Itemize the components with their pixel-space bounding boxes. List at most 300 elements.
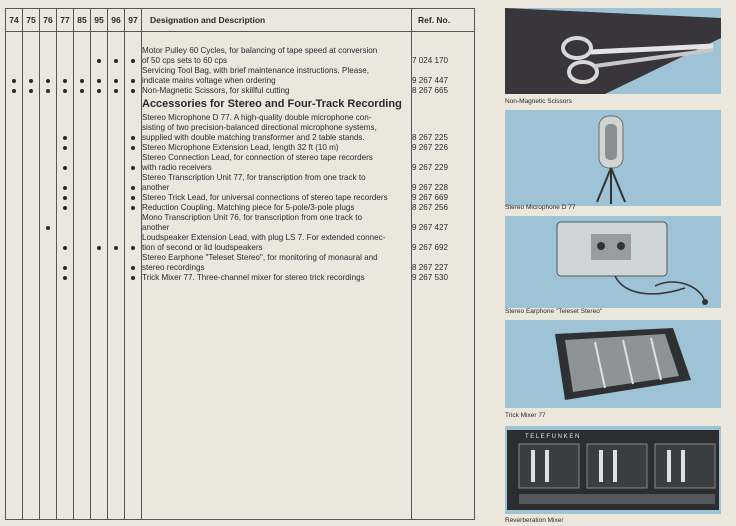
spacer	[6, 233, 22, 243]
spacer	[23, 153, 39, 163]
table-body-row	[6, 32, 475, 520]
dot-slot	[6, 193, 22, 203]
description-line: Reduction Coupling. Matching piece for 5-pole/3-pole plugs	[142, 203, 355, 212]
spacer	[91, 123, 107, 133]
spacer	[74, 32, 90, 46]
availability-dot	[63, 79, 67, 83]
description-line: Stereo Microphone D 77. A high-quality double microphone con-	[142, 113, 372, 122]
scissors-illustration	[505, 8, 721, 94]
availability-dot	[80, 79, 84, 83]
dot-slot	[6, 76, 22, 86]
spacer	[23, 213, 39, 223]
spacer	[108, 96, 124, 113]
dot-slot	[125, 56, 141, 66]
ref-number: 9 267 226	[412, 143, 449, 152]
ref-number: 7 024 170	[412, 56, 449, 65]
ref-number: 9 267 692	[412, 243, 449, 252]
dot-slot	[57, 56, 73, 66]
spacer	[6, 46, 22, 56]
dot-slot	[40, 273, 56, 283]
ref-number: 8 267 225	[412, 133, 449, 142]
section-heading: Accessories for Stereo and Four-Track Recording	[142, 98, 402, 110]
dot-slot	[91, 193, 107, 203]
dot-slot	[108, 76, 124, 86]
spacer	[57, 66, 73, 76]
ref-number: 9 267 228	[412, 183, 449, 192]
availability-dot	[131, 146, 135, 150]
availability-dot	[131, 246, 135, 250]
dot-slot	[125, 243, 141, 253]
dot-slot	[57, 263, 73, 273]
dot-slot	[108, 183, 124, 193]
description-line: Stereo Connection Lead, for connection of stereo tape recorders	[142, 153, 373, 162]
dot-slot	[40, 203, 56, 213]
dot-slot	[23, 273, 39, 283]
description-line: Motor Pulley 60 Cycles, for balancing of tape speed at conversion	[142, 46, 378, 55]
dot-slot	[6, 183, 22, 193]
dot-slot	[23, 203, 39, 213]
year-header: 95	[91, 9, 108, 32]
dot-slot	[57, 203, 73, 213]
brand-label: T E L E F U N K E N	[525, 434, 580, 440]
scissors-caption: Non-Magnetic Scissors	[505, 98, 572, 105]
spacer	[6, 66, 22, 76]
dot-slot	[74, 76, 90, 86]
dot-slot	[125, 163, 141, 173]
description-line: Non-Magnetic Scissors, for skillful cutting	[142, 86, 290, 95]
dot-slot	[57, 273, 73, 283]
dot-slot	[91, 76, 107, 86]
dot-slot	[23, 263, 39, 273]
spacer	[125, 96, 141, 113]
dot-slot	[6, 273, 22, 283]
spacer	[91, 113, 107, 123]
description-line: with radio receivers	[142, 163, 212, 172]
microphone-illustration	[505, 110, 721, 206]
dot-slot	[40, 223, 56, 233]
availability-dot	[63, 266, 67, 270]
description-line: tion of second or lid loudspeakers	[142, 243, 263, 252]
spacer	[40, 123, 56, 133]
earphone-illustration	[505, 216, 721, 308]
description-line: indicate mains voltage when ordering	[142, 76, 276, 85]
availability-dot	[131, 266, 135, 270]
spacer	[57, 46, 73, 56]
spacer	[40, 46, 56, 56]
availability-dot	[12, 79, 16, 83]
dot-slot	[108, 143, 124, 153]
spacer	[57, 233, 73, 243]
description-line: Stereo Microphone Extension Lead, length 32 ft (10 m)	[142, 143, 339, 152]
availability-dot	[97, 59, 101, 63]
spacer	[6, 213, 22, 223]
description-line: Trick Mixer 77. Three-channel mixer for stereo trick recordings	[142, 273, 365, 282]
dot-slot	[74, 143, 90, 153]
dot-slot	[57, 183, 73, 193]
dot-column	[57, 32, 74, 520]
availability-dot	[97, 246, 101, 250]
dot-slot	[6, 203, 22, 213]
ref-number: 8 267 256	[412, 203, 449, 212]
dot-slot	[57, 243, 73, 253]
dot-column	[74, 32, 91, 520]
availability-dot	[63, 276, 67, 280]
designation-header: Designation and Description	[142, 9, 412, 32]
spacer	[6, 32, 22, 46]
dot-slot	[91, 223, 107, 233]
spacer	[412, 66, 474, 76]
spacer	[57, 153, 73, 163]
dot-column	[6, 32, 23, 520]
availability-dot	[131, 186, 135, 190]
dot-slot	[125, 76, 141, 86]
dot-slot	[91, 133, 107, 143]
spacer	[108, 123, 124, 133]
dot-slot	[23, 193, 39, 203]
spacer	[125, 153, 141, 163]
dot-column	[23, 32, 40, 520]
spacer	[57, 123, 73, 133]
availability-dot	[114, 89, 118, 93]
dot-slot	[74, 203, 90, 213]
dot-slot	[74, 86, 90, 96]
availability-dot	[97, 89, 101, 93]
dot-slot	[125, 86, 141, 96]
spacer	[412, 213, 474, 223]
availability-dot	[80, 89, 84, 93]
spacer	[142, 32, 411, 46]
dot-slot	[108, 56, 124, 66]
year-header: 77	[57, 9, 74, 32]
dot-slot	[74, 133, 90, 143]
spacer	[412, 173, 474, 183]
dot-slot	[23, 76, 39, 86]
trick-mixer-photo	[505, 320, 721, 408]
dot-slot	[23, 243, 39, 253]
spacer	[23, 32, 39, 46]
spacer	[6, 153, 22, 163]
dot-slot	[91, 143, 107, 153]
spacer	[91, 173, 107, 183]
earphone-caption: Stereo Earphone "Teleset Stereo"	[505, 308, 603, 315]
availability-dot	[46, 79, 50, 83]
spacer	[6, 253, 22, 263]
scissors-photo	[505, 8, 721, 94]
spacer	[57, 32, 73, 46]
spacer	[74, 233, 90, 243]
spacer	[40, 113, 56, 123]
availability-dot	[63, 136, 67, 140]
spacer	[6, 113, 22, 123]
spacer	[125, 213, 141, 223]
spacer	[108, 253, 124, 263]
description-line: Mono Transcription Unit 76, for transcription from one track to	[142, 213, 362, 222]
spacer	[6, 173, 22, 183]
spacer	[91, 153, 107, 163]
availability-dot	[131, 166, 135, 170]
dot-slot	[57, 76, 73, 86]
dot-slot	[40, 163, 56, 173]
spacer	[23, 173, 39, 183]
reverb-mixer-photo	[505, 426, 721, 514]
description-line: Servicing Tool Bag, with brief maintenance instructions. Please,	[142, 66, 370, 75]
dot-slot	[91, 273, 107, 283]
spacer	[108, 32, 124, 46]
dot-slot	[125, 133, 141, 143]
description-line: stereo recordings	[142, 263, 205, 272]
spacer	[91, 66, 107, 76]
availability-dot	[114, 79, 118, 83]
table-header-row	[6, 9, 475, 32]
dot-slot	[23, 223, 39, 233]
spacer	[40, 153, 56, 163]
spacer	[91, 96, 107, 113]
spacer	[6, 123, 22, 133]
dot-slot	[74, 243, 90, 253]
spacer	[23, 96, 39, 113]
spacer	[40, 173, 56, 183]
availability-dot	[46, 89, 50, 93]
availability-dot	[114, 59, 118, 63]
spacer	[6, 96, 22, 113]
spacer	[412, 32, 474, 46]
dot-slot	[6, 56, 22, 66]
spacer	[40, 32, 56, 46]
availability-dot	[131, 206, 135, 210]
dot-slot	[74, 56, 90, 66]
spacer	[125, 66, 141, 76]
availability-dot	[97, 79, 101, 83]
dot-slot	[23, 86, 39, 96]
spacer	[412, 233, 474, 243]
dot-slot	[40, 263, 56, 273]
description-line: another	[142, 223, 170, 232]
dot-slot	[40, 56, 56, 66]
dot-slot	[91, 243, 107, 253]
dot-slot	[125, 143, 141, 153]
earphone-photo	[505, 216, 721, 308]
description-line: Stereo Transcription Unit 77, for transcription from one track to	[142, 173, 366, 182]
availability-dot	[131, 276, 135, 280]
dot-column	[40, 32, 57, 520]
dot-slot	[40, 183, 56, 193]
spacer	[412, 253, 474, 263]
availability-dot	[63, 196, 67, 200]
dot-slot	[57, 86, 73, 96]
spacer	[108, 173, 124, 183]
availability-dot	[131, 59, 135, 63]
availability-dot	[63, 246, 67, 250]
availability-dot	[131, 136, 135, 140]
dot-slot	[125, 223, 141, 233]
spacer	[108, 233, 124, 243]
year-header: 74	[6, 9, 23, 32]
spacer	[125, 233, 141, 243]
spacer	[23, 66, 39, 76]
microphone-caption: Stereo Microphone D 77	[505, 204, 576, 211]
availability-dot	[46, 226, 50, 230]
dot-slot	[23, 143, 39, 153]
dot-slot	[6, 143, 22, 153]
dot-slot	[6, 163, 22, 173]
description-line: Loudspeaker Extension Lead, with plug LS 7. For extended connec-	[142, 233, 386, 242]
dot-slot	[108, 86, 124, 96]
availability-dot	[131, 196, 135, 200]
spacer	[125, 123, 141, 133]
spacer	[23, 113, 39, 123]
dot-slot	[57, 143, 73, 153]
dot-slot	[108, 223, 124, 233]
dot-slot	[40, 243, 56, 253]
ref-number: 9 267 669	[412, 193, 449, 202]
reverb-mixer-illustration	[505, 426, 721, 514]
spacer	[125, 32, 141, 46]
spacer	[125, 113, 141, 123]
spacer	[57, 173, 73, 183]
dot-slot	[57, 223, 73, 233]
ref-number: 9 267 447	[412, 76, 449, 85]
dot-slot	[57, 163, 73, 173]
dot-slot	[125, 193, 141, 203]
spacer	[57, 113, 73, 123]
dot-slot	[125, 273, 141, 283]
spacer	[40, 213, 56, 223]
dot-column	[108, 32, 125, 520]
dot-slot	[6, 243, 22, 253]
description-line: of 50 cps sets to 60 cps	[142, 56, 228, 65]
description-line: supplied with double matching transformer and 2 table stands.	[142, 133, 365, 142]
spacer	[57, 253, 73, 263]
dot-slot	[125, 263, 141, 273]
dot-slot	[23, 183, 39, 193]
spacer	[40, 233, 56, 243]
dot-slot	[40, 143, 56, 153]
dot-slot	[74, 193, 90, 203]
spacer	[23, 233, 39, 243]
spacer	[23, 123, 39, 133]
spacer	[74, 96, 90, 113]
spacer	[108, 153, 124, 163]
dot-slot	[6, 133, 22, 143]
availability-dot	[63, 186, 67, 190]
availability-dot	[29, 79, 33, 83]
spacer	[91, 253, 107, 263]
dot-slot	[125, 183, 141, 193]
dot-slot	[91, 163, 107, 173]
spacer	[57, 96, 73, 113]
spacer	[125, 173, 141, 183]
spacer	[74, 253, 90, 263]
dot-slot	[57, 193, 73, 203]
reverb-mixer-caption: Reverberation Mixer	[505, 517, 564, 524]
availability-dot	[131, 89, 135, 93]
spacer	[74, 173, 90, 183]
dot-slot	[108, 263, 124, 273]
dot-slot	[40, 133, 56, 143]
ref-header: Ref. No.	[412, 9, 475, 32]
spacer	[74, 66, 90, 76]
spacer	[412, 46, 474, 56]
spacer	[412, 123, 474, 133]
availability-dot	[29, 89, 33, 93]
ref-number: 8 267 665	[412, 86, 449, 95]
dot-slot	[74, 223, 90, 233]
availability-dot	[114, 246, 118, 250]
spacer	[74, 123, 90, 133]
spacer	[108, 113, 124, 123]
spacer	[91, 32, 107, 46]
parts-table	[5, 8, 475, 520]
dot-slot	[6, 263, 22, 273]
year-header: 96	[108, 9, 125, 32]
spacer	[40, 66, 56, 76]
dot-slot	[74, 163, 90, 173]
trick-mixer-illustration	[505, 320, 721, 408]
dot-slot	[6, 86, 22, 96]
availability-dot	[12, 89, 16, 93]
ref-number: 9 267 530	[412, 273, 449, 282]
description-column	[142, 32, 412, 520]
description-line: Stereo Trick Lead, for universal connections of stereo tape recorders	[142, 193, 388, 202]
spacer	[40, 96, 56, 113]
dot-slot	[40, 193, 56, 203]
dot-column	[91, 32, 108, 520]
dot-slot	[91, 263, 107, 273]
spacer	[412, 96, 474, 113]
spacer	[91, 46, 107, 56]
spacer	[108, 66, 124, 76]
spacer	[74, 46, 90, 56]
dot-slot	[125, 203, 141, 213]
spacer	[125, 253, 141, 263]
spacer	[125, 46, 141, 56]
dot-slot	[74, 183, 90, 193]
dot-slot	[91, 56, 107, 66]
year-header: 75	[23, 9, 40, 32]
description-line: another	[142, 183, 170, 192]
spacer	[91, 233, 107, 243]
dot-slot	[23, 133, 39, 143]
spacer	[91, 213, 107, 223]
availability-dot	[63, 206, 67, 210]
microphone-photo	[505, 110, 721, 206]
dot-slot	[91, 183, 107, 193]
year-header: 76	[40, 9, 57, 32]
dot-slot	[108, 203, 124, 213]
dot-slot	[108, 163, 124, 173]
spacer	[57, 213, 73, 223]
ref-number: 8 267 227	[412, 263, 449, 272]
dot-slot	[108, 273, 124, 283]
spacer	[74, 113, 90, 123]
spacer	[74, 153, 90, 163]
spacer	[40, 253, 56, 263]
dot-slot	[57, 133, 73, 143]
dot-column	[125, 32, 142, 520]
dot-slot	[74, 273, 90, 283]
spacer	[108, 213, 124, 223]
ref-number-column	[412, 32, 475, 520]
dot-slot	[23, 163, 39, 173]
availability-dot	[63, 166, 67, 170]
dot-slot	[108, 193, 124, 203]
dot-slot	[91, 86, 107, 96]
dot-slot	[91, 203, 107, 213]
ref-number: 9 267 229	[412, 163, 449, 172]
year-header: 85	[74, 9, 91, 32]
dot-slot	[23, 56, 39, 66]
dot-slot	[108, 243, 124, 253]
